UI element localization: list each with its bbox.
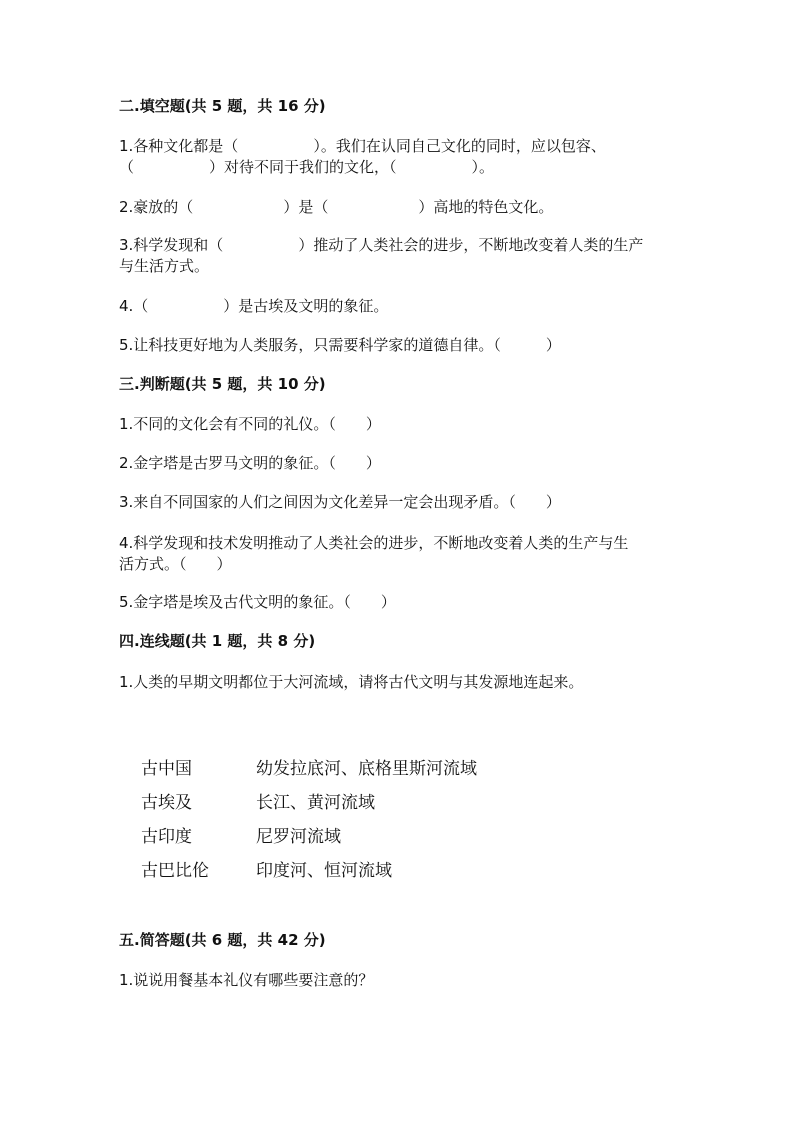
section-heading-true-false: 三.判断题(共 5 题，共 10 分) <box>119 375 326 393</box>
matching-right-item: 幼发拉底河、底格里斯河流域 <box>256 759 477 779</box>
true-false-q2: 2.金字塔是古罗马文明的象征。（ ） <box>119 454 381 472</box>
matching-left-item: 古巴比伦 <box>141 861 209 881</box>
true-false-q4-line1: 4.科学发现和技术发明推动了人类社会的进步，不断地改变着人类的生产与生 <box>119 534 629 552</box>
fill-blank-q3-line1: 3.科学发现和（ ）推动了人类社会的进步，不断地改变着人类的生产 <box>119 236 644 254</box>
true-false-q3: 3.来自不同国家的人们之间因为文化差异一定会出现矛盾。（ ） <box>119 493 561 511</box>
matching-left-item: 古印度 <box>141 827 192 847</box>
true-false-q5: 5.金字塔是埃及古代文明的象征。（ ） <box>119 593 396 611</box>
fill-blank-q3-line2: 与生活方式。 <box>119 257 210 275</box>
fill-blank-q5: 5.让科技更好地为人类服务，只需要科学家的道德自律。（ ） <box>119 336 561 354</box>
section-heading-fill-blank: 二.填空题(共 5 题，共 16 分) <box>119 97 326 115</box>
true-false-q4-line2: 活方式。（ ） <box>119 555 232 573</box>
matching-q1: 1.人类的早期文明都位于大河流域，请将古代文明与其发源地连起来。 <box>119 673 584 691</box>
section-heading-matching: 四.连线题(共 1 题，共 8 分) <box>119 632 316 650</box>
fill-blank-q2: 2.豪放的（ ）是（ ）高地的特色文化。 <box>119 198 554 216</box>
fill-blank-q4: 4.（ ）是古埃及文明的象征。 <box>119 297 389 315</box>
matching-left-item: 古埃及 <box>141 793 192 813</box>
fill-blank-q1-line2: （ ）对待不同于我们的文化，（ ）。 <box>119 158 495 176</box>
fill-blank-q1-line1: 1.各种文化都是（ ）。我们在认同自己文化的同时，应以包容、 <box>119 137 606 155</box>
matching-right-item: 印度河、恒河流域 <box>256 861 392 881</box>
matching-left-item: 古中国 <box>141 759 192 779</box>
section-heading-short-answer: 五.简答题(共 6 题，共 42 分) <box>119 931 326 949</box>
true-false-q1: 1.不同的文化会有不同的礼仪。（ ） <box>119 415 381 433</box>
matching-right-item: 长江、黄河流域 <box>256 793 375 813</box>
short-answer-q1: 1.说说用餐基本礼仪有哪些要注意的？ <box>119 971 374 989</box>
matching-right-item: 尼罗河流域 <box>256 827 341 847</box>
